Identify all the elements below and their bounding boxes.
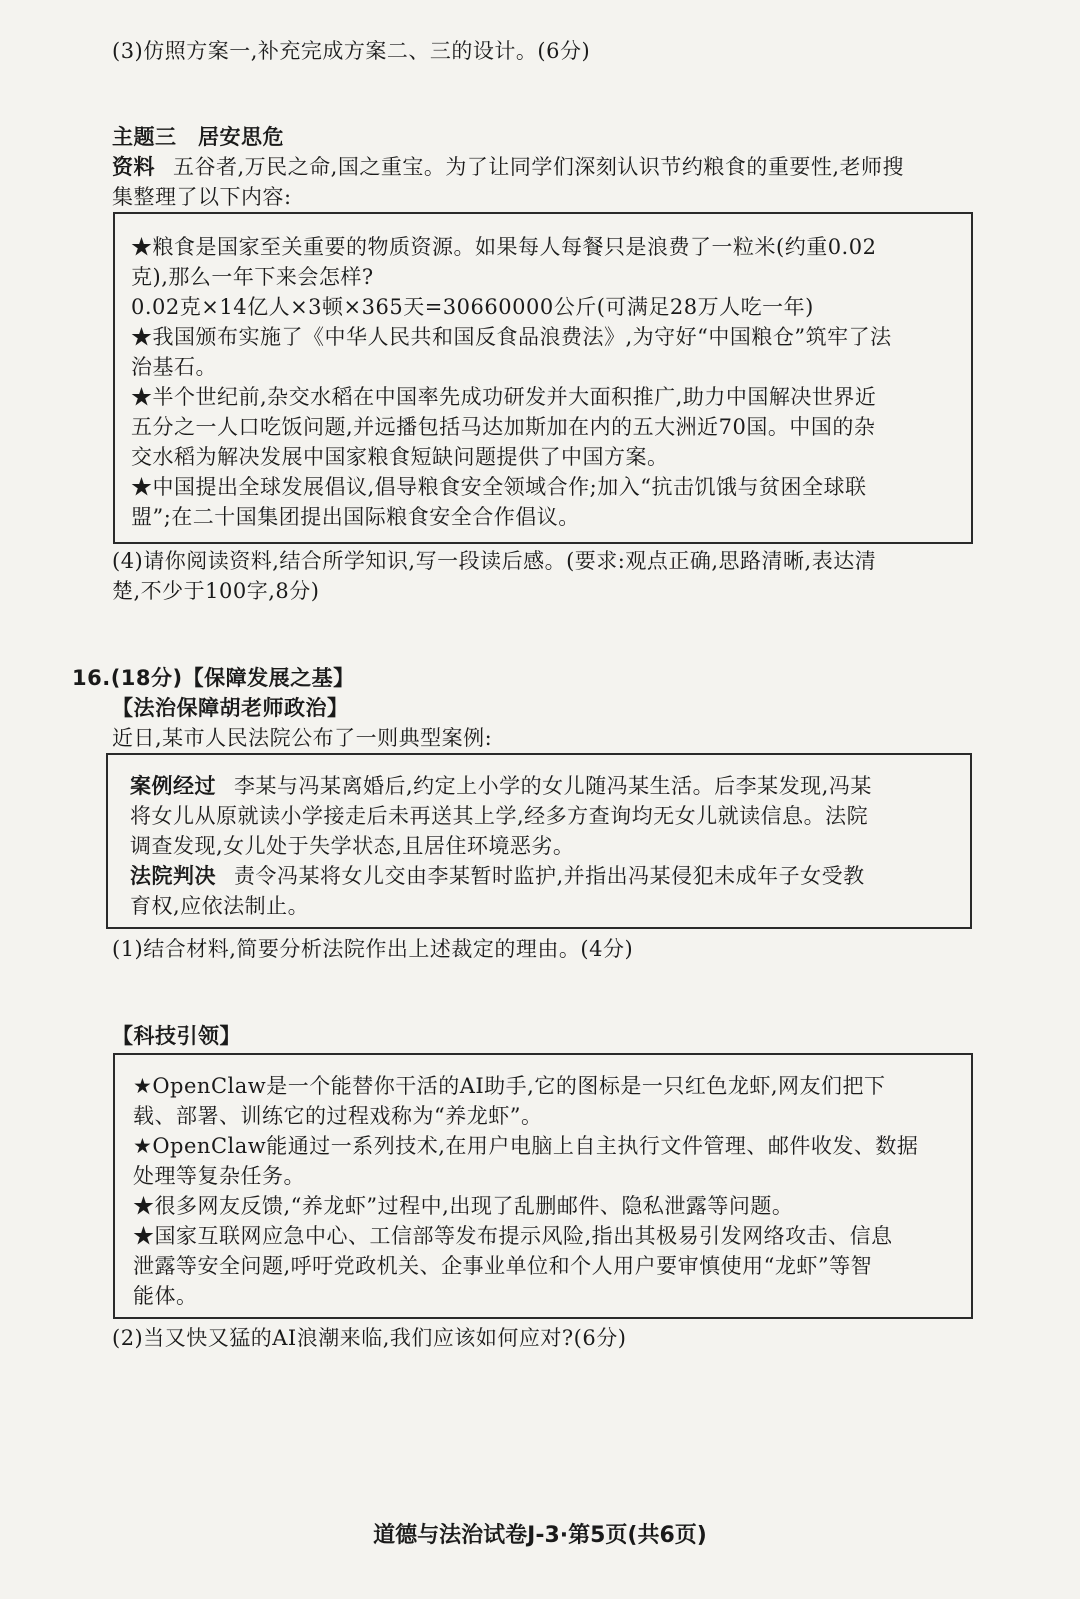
- case-line-2: 将女儿从原就读小学接走后未再送其上学,经多方查询均无女儿就读信息。法院: [130, 804, 869, 828]
- section-tech-lead: 【科技引领】: [112, 1024, 241, 1048]
- tech-line-8: 能体。: [133, 1284, 198, 1308]
- case-label: 案例经过: [130, 774, 216, 798]
- question-15-3: (3)仿照方案一,补充完成方案二、三的设计。(6分): [112, 39, 591, 63]
- page-footer: 道德与法治试卷J-3·第5页(共6页): [373, 1523, 707, 1548]
- case-line-3: 调查发现,女儿处于失学状态,且居住环境恶劣。: [130, 834, 575, 858]
- grain-line-10: 盟”;在二十国集团提出国际粮食安全合作倡议。: [131, 505, 580, 529]
- tech-line-4: 处理等复杂任务。: [133, 1164, 305, 1188]
- grain-line-5: 治基石。: [131, 355, 217, 379]
- tech-line-6: ★国家互联网应急中心、工信部等发布提示风险,指出其极易引发网络攻击、信息: [133, 1224, 893, 1248]
- grain-line-3: 0.02克×14亿人×3顿×365天=30660000公斤(可满足28万人吃一年): [131, 295, 814, 319]
- grain-line-9: ★中国提出全球发展倡议,倡导粮食安全领域合作;加入“抗击饥饿与贫困全球联: [131, 475, 867, 499]
- material-label: 资料: [112, 155, 155, 179]
- tech-line-7: 泄露等安全问题,呼吁党政机关、企事业单位和个人用户要审慎使用“龙虾”等智: [133, 1254, 873, 1278]
- verdict-line-1: 法院判决 责令冯某将女儿交由李某暂时监护,并指出冯某侵犯未成年子女受教: [130, 864, 865, 888]
- case-intro: 近日,某市人民法院公布了一则典型案例:: [112, 726, 493, 750]
- tech-line-1: ★OpenClaw是一个能替你干活的AI助手,它的图标是一只红色龙虾,网友们把下: [133, 1074, 886, 1098]
- theme3-intro-line1: 资料 五谷者,万民之命,国之重宝。为了让同学们深刻认识节约粮食的重要性,老师搜: [112, 155, 905, 179]
- grain-line-6: ★半个世纪前,杂交水稻在中国率先成功研发并大面积推广,助力中国解决世界近: [131, 385, 877, 409]
- tech-line-2: 载、部署、训练它的过程戏称为“养龙虾”。: [133, 1104, 543, 1128]
- question-16-2: (2)当又快又猛的AI浪潮来临,我们应该如何应对?(6分): [112, 1326, 627, 1350]
- section-legal-guarantee: 【法治保障胡老师政治】: [112, 696, 349, 720]
- theme3-intro-line2: 集整理了以下内容:: [112, 185, 292, 209]
- verdict-label: 法院判决: [130, 864, 216, 888]
- question-15-4-line2: 楚,不少于100字,8分): [112, 579, 320, 603]
- tech-line-3: ★OpenClaw能通过一系列技术,在用户电脑上自主执行文件管理、邮件收发、数据: [133, 1134, 919, 1158]
- case-box: [106, 753, 972, 929]
- tech-material-box: [113, 1053, 973, 1319]
- grain-material-box: [113, 212, 973, 544]
- grain-line-2: 克),那么一年下来会怎样?: [131, 265, 374, 289]
- grain-line-7: 五分之一人口吃饭问题,并远播包括马达加斯加在内的五大洲近70国。中国的杂: [131, 415, 876, 439]
- verdict-line-2: 育权,应依法制止。: [130, 894, 310, 918]
- case-line-1: 案例经过 李某与冯某离婚后,约定上小学的女儿随冯某生活。后李某发现,冯某: [130, 774, 872, 798]
- tech-line-5: ★很多网友反馈,“养龙虾”过程中,出现了乱删邮件、隐私泄露等问题。: [133, 1194, 794, 1218]
- question-16-header: 16.(18分)【保障发展之基】: [72, 666, 355, 690]
- grain-line-1: ★粮食是国家至关重要的物质资源。如果每人每餐只是浪费了一粒米(约重0.02: [131, 235, 877, 259]
- grain-line-4: ★我国颁布实施了《中华人民共和国反食品浪费法》,为守好“中国粮仓”筑牢了法: [131, 325, 892, 349]
- question-16-1: (1)结合材料,简要分析法院作出上述裁定的理由。(4分): [112, 937, 634, 961]
- grain-line-8: 交水稻为解决发展中国家粮食短缺问题提供了中国方案。: [131, 445, 669, 469]
- theme3-title: 主题三 居安思危: [112, 125, 284, 149]
- question-15-4-line1: (4)请你阅读资料,结合所学知识,写一段读后感。(要求:观点正确,思路清晰,表达清: [112, 549, 877, 573]
